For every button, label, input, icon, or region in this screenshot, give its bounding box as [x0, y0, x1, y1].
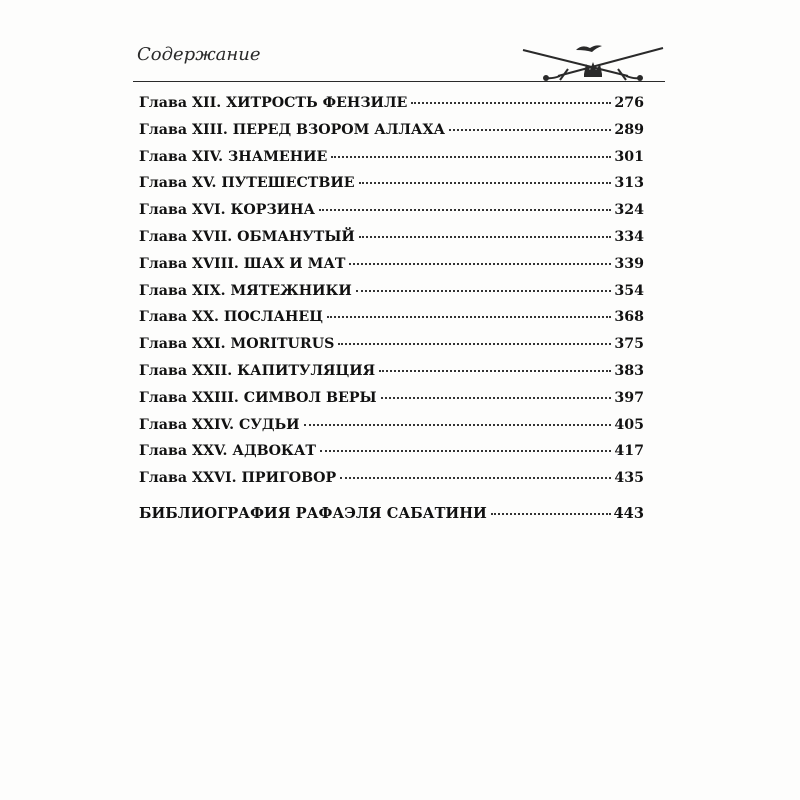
- toc-entry-title: Глава XXV. АДВОКАТ: [139, 443, 316, 460]
- table-of-contents: [139, 95, 644, 532]
- toc-entry-title: Глава XIII. ПЕРЕД ВЗОРОМ АЛЛАХА: [139, 121, 446, 138]
- toc-entry-title: Глава XVI. КОРЗИНА: [139, 202, 316, 219]
- leader-dots: [359, 236, 612, 238]
- leader-dots: [379, 370, 611, 372]
- leader-dots: [320, 450, 611, 452]
- leader-dots: [491, 513, 611, 515]
- header-divider: [133, 81, 665, 82]
- toc-entry: [139, 149, 644, 176]
- toc-entry-title: Глава XIX. МЯТЕЖНИКИ: [139, 282, 352, 299]
- leader-dots: [449, 129, 611, 131]
- leader-dots: [340, 477, 611, 479]
- toc-entry-title: Глава XXII. КАПИТУЛЯЦИЯ: [139, 362, 376, 379]
- toc-entry: [139, 363, 644, 390]
- toc-entry-page: 334: [614, 228, 644, 245]
- toc-entry-page: 354: [614, 282, 644, 299]
- toc-entry: [139, 443, 644, 470]
- toc-entry-page: 324: [614, 202, 644, 219]
- leader-dots: [327, 316, 611, 318]
- toc-entry-title: Глава XX. ПОСЛАНЕЦ: [139, 309, 323, 326]
- toc-entry-page: 405: [614, 416, 644, 433]
- toc-entry: [139, 309, 644, 336]
- toc-entry: [139, 202, 644, 229]
- leader-dots: [359, 182, 612, 184]
- toc-entry: [139, 256, 644, 283]
- toc-entry-bibliography: [139, 505, 644, 532]
- leader-dots: [381, 397, 612, 399]
- leader-dots: [319, 209, 611, 211]
- leader-dots: [356, 290, 612, 292]
- toc-entry-page: 276: [614, 95, 644, 111]
- toc-entry-page: 301: [614, 148, 644, 165]
- toc-entry-title: Глава XVIII. ШАХ И МАТ: [139, 255, 346, 272]
- toc-entry: [139, 390, 644, 417]
- toc-entry-title: Глава XII. ХИТРОСТЬ ФЕНЗИЛЕ: [139, 95, 408, 111]
- toc-entry-page: 368: [614, 309, 644, 326]
- toc-entry: [139, 417, 644, 444]
- toc-entry-page: 443: [613, 504, 644, 522]
- toc-entry-title: БИБЛИОГРАФИЯ РАФАЭЛЯ САБАТИНИ: [139, 504, 487, 522]
- toc-entry: [139, 229, 644, 256]
- leader-dots: [338, 343, 611, 345]
- toc-entry: [139, 122, 644, 149]
- toc-entry-page: 313: [614, 175, 644, 192]
- toc-entry-page: 289: [614, 121, 644, 138]
- leader-dots: [331, 156, 611, 158]
- toc-entry-title: Глава XXIII. СИМВОЛ ВЕРЫ: [139, 389, 377, 406]
- toc-entry-title: Глава XXVI. ПРИГОВОР: [139, 470, 337, 487]
- leader-dots: [304, 424, 612, 426]
- toc-entry: [139, 175, 644, 202]
- toc-entry: [139, 283, 644, 310]
- toc-entry-page: 339: [614, 255, 644, 272]
- page-header-title: Содержание: [137, 44, 261, 65]
- toc-entry-page: 383: [614, 362, 644, 379]
- toc-entry-page: 397: [614, 389, 644, 406]
- toc-entry: [139, 336, 644, 363]
- toc-entry-title: Глава XXI. MORITURUS: [139, 336, 335, 353]
- toc-entry-title: Глава XXIV. СУДЬИ: [139, 416, 300, 433]
- toc-entry-title: Глава XIV. ЗНАМЕНИЕ: [139, 148, 328, 165]
- toc-entry: [139, 470, 644, 497]
- toc-entry-title: Глава XVII. ОБМАНУТЫЙ: [139, 228, 355, 245]
- toc-entry-page: 375: [614, 336, 644, 353]
- toc-entry: [139, 95, 644, 122]
- leader-dots: [349, 263, 611, 265]
- toc-entry-page: 435: [614, 470, 644, 487]
- leader-dots: [411, 102, 611, 104]
- toc-entry-title: Глава XV. ПУТЕШЕСТВИЕ: [139, 175, 355, 192]
- toc-entry-page: 417: [614, 443, 644, 460]
